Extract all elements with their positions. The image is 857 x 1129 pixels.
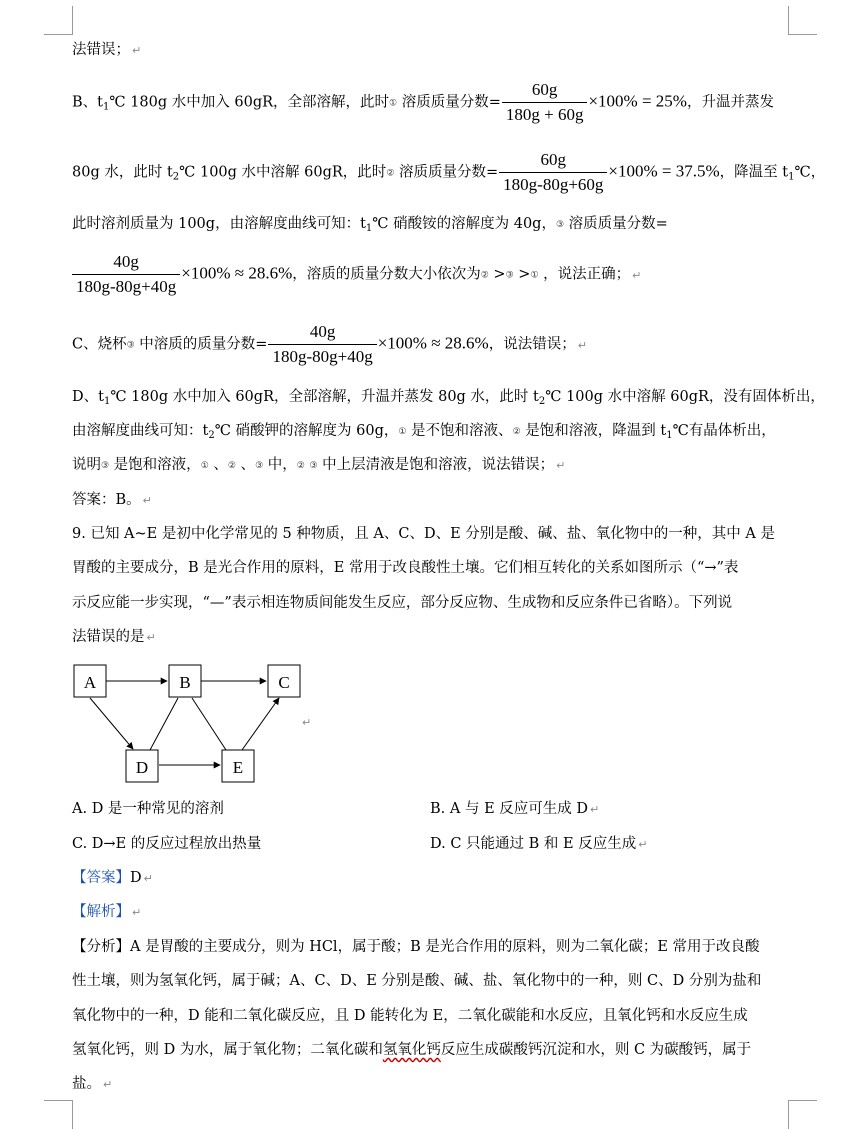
svg-text:A: A xyxy=(83,673,97,692)
svg-text:E: E xyxy=(232,758,244,777)
text-line-3: 80g 水，此时 $t_2℃$ 100g 水中溶解 60gR，此时② 溶质质量分数= $\frac{60g}{180g-80g+60g}$ ×100% = 37.5%，降温至 $t_1℃$， xyxy=(72,150,826,194)
fraction-60-over-240: $\frac{60g}{180g + 60g}$ xyxy=(502,80,588,125)
line-b-e xyxy=(192,698,226,750)
fraction-40-over-140-b: $\frac{40g}{180g-80g+40g}$ xyxy=(268,322,376,367)
arrow-e-to-c xyxy=(242,698,279,750)
question-9-line-4: 法错误的是 ↵ xyxy=(72,629,156,645)
answer-line-8: 答案：B。 ↵ xyxy=(72,492,152,508)
text-line-5: $\frac{40g}{180g-80g+40g}$ ×100% ≈ 28.6%，溶质的质量分数大小依次为② >③ >① ，说法正确； ↵ xyxy=(72,252,641,297)
paragraph-mark: ↵ xyxy=(302,716,312,729)
option-a: A. D 是一种常见的溶剂 xyxy=(72,801,224,817)
text-line-8: 由溶解度曲线可知：$t_2℃$ 硝酸钾的溶解度为 60g，① 是不饱和溶液、② 是饱和溶液，降温到 $t_1℃$有晶体析出， xyxy=(72,423,776,441)
node-e xyxy=(222,750,254,782)
fraction-40-over-140: $\frac{40g}{180g-80g+40g}$ xyxy=(72,252,180,297)
text-line-1: 法错误； ↵ xyxy=(72,42,142,58)
text-line-option-b: B、$t_1℃$ 180g 水中加入 60gR，全部溶解，此时① 溶质质量分数= $\frac{60g}{180g + 60g}$ ×100% = 25%，升温并蒸发 xyxy=(72,80,774,124)
question-9-line-1: 9. 已知 A~E 是初中化学常见的 5 种物质，且 A、C、D、E 分别是酸、碱、盐、氧化物中的一种，其中 A 是 xyxy=(72,526,775,542)
analysis-line-1: 【分析】A 是胃酸的主要成分，则为 HCl，属于酸；B 是光合作用的原料，则为二氧化碳；E 常用于改良酸 xyxy=(72,939,760,955)
text-line-option-d: D、$t_1℃$ 180g 水中加入 60gR，全部溶解，升温并蒸发 80g 水，此时 $t_2℃$ 100g 水中溶解 60gR，没有固体析出， xyxy=(72,389,825,407)
analysis-line-4: 氢氧化钙，则 D 为水，属于氧化物；二氧化碳和氢氧化钙反应生成碳酸钙沉淀和水，则 C 为碳酸钙，属于 xyxy=(72,1042,752,1058)
option-c: C. D→E 的反应过程放出热量 xyxy=(72,836,262,852)
corner-mark-top-left xyxy=(44,6,73,35)
question-9-line-2: 胃酸的主要成分，B 是光合作用的原料，E 常用于改良酸性土壤。它们相互转化的关系如图所示（“→”表 xyxy=(72,560,739,576)
option-b: B. A 与 E 反应可生成 D ↵ xyxy=(430,801,600,817)
svg-text:D: D xyxy=(135,758,149,777)
fraction-60-over-160: $\frac{60g}{180g-80g+60g}$ xyxy=(499,150,607,195)
text-line-4: 此时溶剂质量为 100g，由溶解度曲线可知：$t_1℃$ 硝酸铵的溶解度为 40g，③ 溶质质量分数= xyxy=(72,216,668,234)
analysis-line-3: 氧化物中的一种，D 能和二氧化碳反应，且 D 能转化为 E，二氧化碳能和水反应，且氧化钙和水反应生成 xyxy=(72,1008,748,1024)
node-c xyxy=(268,665,300,697)
analysis-label: 【解析】 ↵ xyxy=(72,904,142,920)
line-b-d xyxy=(150,698,178,750)
corner-mark-top-right xyxy=(788,6,817,35)
svg-text:B: B xyxy=(179,673,191,692)
option-d: D. C 只能通过 B 和 E 反应生成 ↵ xyxy=(430,836,648,852)
arrow-a-to-d xyxy=(90,698,133,749)
svg-text:C: C xyxy=(278,673,290,692)
text-line-9: 说明③ 是饱和溶液，① 、② 、③ 中，② ③ 中上层清液是饱和溶液，说法错误； ↵ xyxy=(72,457,566,473)
corner-mark-bottom-left xyxy=(44,1100,73,1129)
node-d xyxy=(126,750,158,782)
analysis-line-2: 性土壤，则为氢氧化钙，属于碱；A、C、D、E 分别是酸、碱、盐、氧化物中的一种，则 C、D 分别为盐和 xyxy=(72,973,762,989)
answer-line: 【答案】D ↵ xyxy=(72,870,153,886)
node-a xyxy=(74,665,106,697)
relation-diagram xyxy=(70,660,320,785)
corner-mark-bottom-right xyxy=(788,1100,817,1129)
question-9-line-3: 示反应能一步实现，“—”表示相连物质间能发生反应，部分反应物、生成物和反应条件已省略）。下列说 xyxy=(72,595,733,611)
text-line-option-c: C、烧杯③ 中溶质的质量分数= $\frac{40g}{180g-80g+40g}$ ×100% ≈ 28.6%，说法错误； ↵ xyxy=(72,322,587,366)
analysis-line-5: 盐。 ↵ xyxy=(72,1076,113,1092)
node-b xyxy=(169,665,201,697)
